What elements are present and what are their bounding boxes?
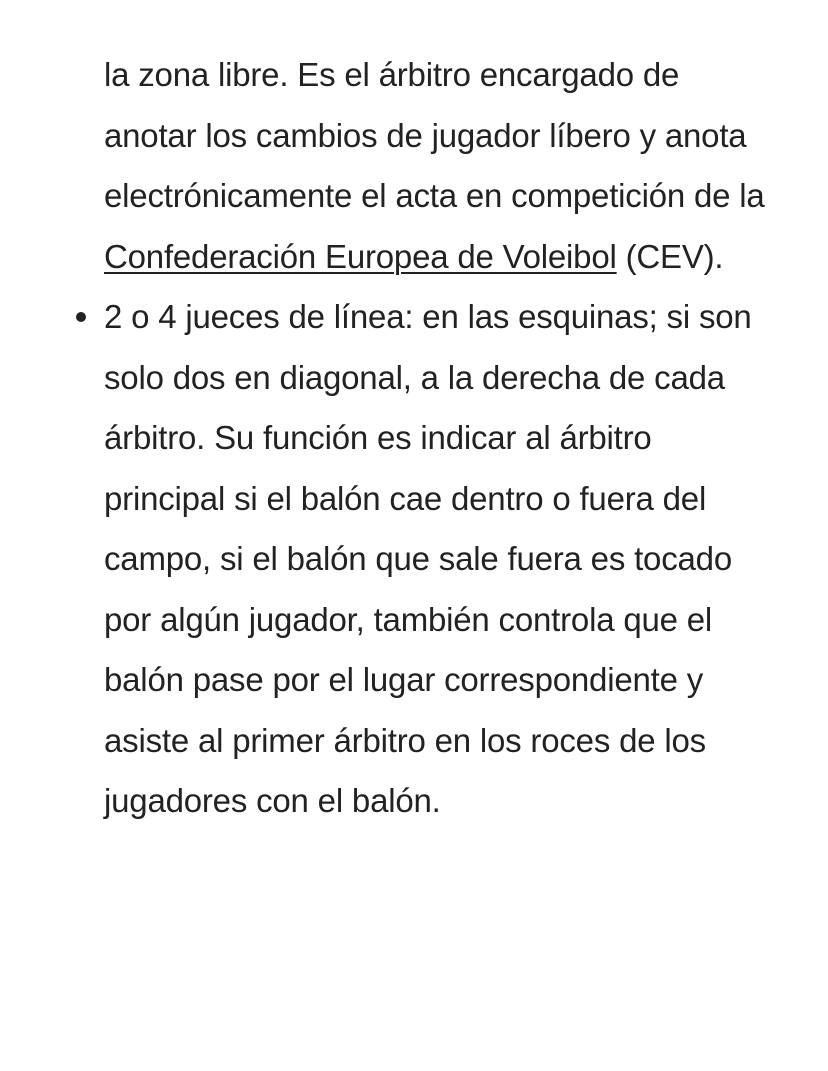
cev-link[interactable]: Confederación Europea de Voleibol (104, 237, 617, 275)
article-body (0, 45, 828, 832)
text-after-link: (CEV). (616, 237, 724, 275)
continued-list-item-text (0, 45, 828, 287)
list-item (0, 287, 828, 832)
bullet-icon (76, 312, 86, 322)
bullet-list (0, 287, 828, 832)
list-item-text: 2 o 4 jueces de línea: en las esquinas; si son solo dos en diagonal, a la derecha de cada árbitro. Su función es indicar al árbitro principal si el balón cae dentro o fuera del campo, si el balón que sale fuera es tocado por algún jugador, también controla que el balón pase por el lugar correspondiente y asiste al primer árbitro en los roces de los jugadores con el balón. (104, 298, 752, 819)
text-before-link: la zona libre. Es el árbitro encargado de anotar los cambios de jugador líbero y anota electrónicamente el acta en competición de la (104, 56, 765, 214)
